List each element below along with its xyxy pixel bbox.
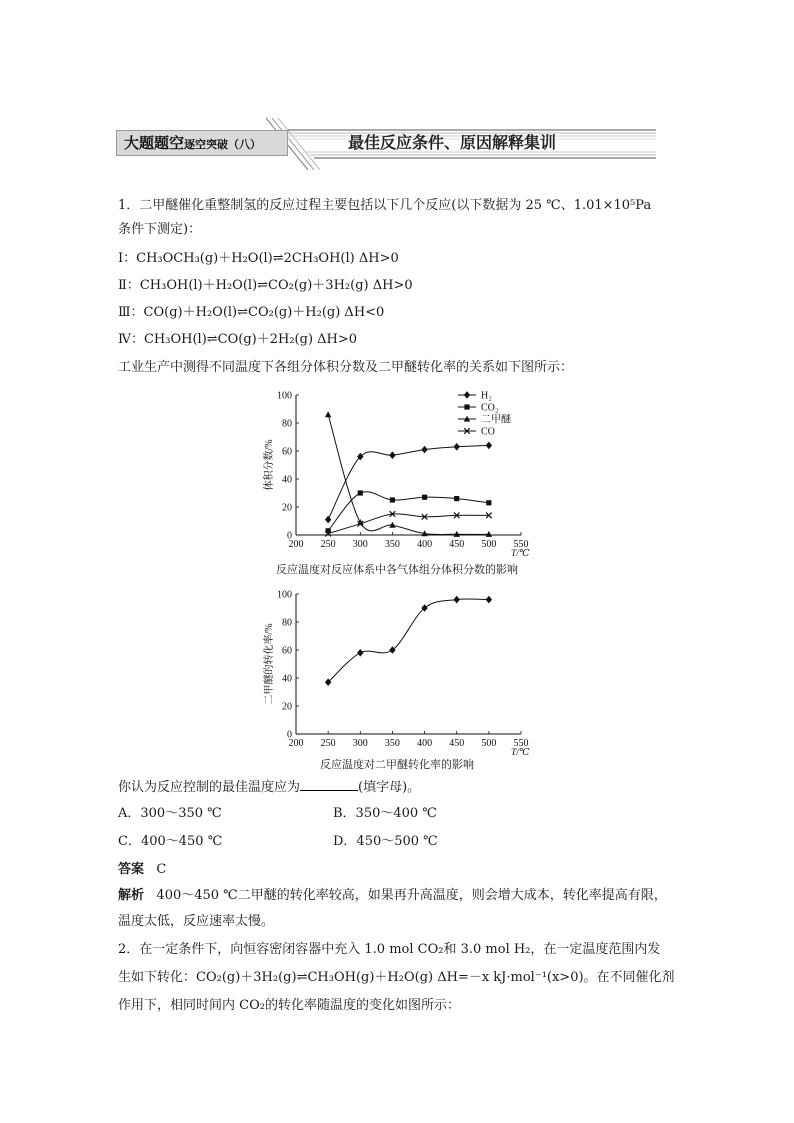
- chart1-series-line: [328, 514, 489, 534]
- answer-blank: [300, 776, 358, 791]
- chart2-y-tick-label: 80: [282, 617, 292, 629]
- chart2-x-tick-label: 400: [417, 738, 433, 749]
- q1-line-2: 条件下测定)：: [118, 222, 202, 237]
- analysis-label: 解析: [118, 888, 145, 903]
- chart2-data-point: [486, 596, 492, 604]
- reaction-3: Ⅲ：CO(g)＋H₂O(l)⇌CO₂(g)＋H₂(g) ΔH<0: [118, 305, 385, 320]
- chart1-data-point: [325, 516, 331, 524]
- chart2-y-tick-label: 40: [282, 673, 292, 685]
- chart2-data-point: [357, 649, 363, 657]
- chart1-legend-label: CO: [481, 426, 495, 438]
- chart1-legend-label: CO₂: [481, 402, 499, 414]
- chart2-x-tick-label: 250: [320, 738, 336, 749]
- option-b: B．350～400 ℃: [333, 806, 437, 821]
- analysis-text-1: 400～450 ℃二甲醚的转化率较高，如果再升高温度，则会增大成本，转化率提高有限，: [156, 888, 667, 903]
- chart1-x-tick-label: 350: [384, 539, 400, 550]
- chart2-x-tick-label: 300: [352, 738, 368, 749]
- chart2-series-line: [328, 599, 489, 682]
- chart1-x-tick-label: 300: [352, 539, 368, 550]
- question-text: 你认为反应控制的最佳温度应为: [118, 780, 301, 795]
- chart2-y-axis-label: 二甲醚的转化率/%: [264, 623, 275, 705]
- banner-subtitle: 逐空突破（八）: [184, 138, 262, 151]
- banner-title: [124, 132, 261, 153]
- chart1-data-point: [454, 496, 459, 501]
- question-hint: (填字母)。: [358, 780, 421, 795]
- chart1-x-tick-label: 550: [513, 539, 529, 550]
- option-c: C．400～450 ℃: [118, 834, 223, 849]
- chart2-caption: 反应温度对二甲醚转化率的影响: [320, 758, 474, 771]
- chart1-legend-label: 二甲醚: [481, 414, 511, 426]
- chart1-data-point: [422, 495, 427, 500]
- figure-intro: 工业生产中测得不同温度下各组分体积分数及二甲醚转化率的关系如下图所示：: [118, 360, 574, 375]
- chart2-x-tick-label: 450: [449, 738, 465, 749]
- banner-heading: 最佳反应条件、原因解释集训: [348, 133, 557, 152]
- chart1-legend-marker: [464, 391, 470, 399]
- chart1-x-tick-label: 200: [288, 539, 304, 550]
- chart1-data-point: [486, 500, 491, 505]
- chart1-x-tick-label: 500: [481, 539, 497, 550]
- chart1-data-point: [325, 411, 331, 417]
- chart1-x-tick-label: 250: [320, 539, 336, 550]
- analysis-line-1: [118, 886, 667, 906]
- q2-line-1: 2．在一定条件下，向恒容密闭容器中充入 1.0 mol CO₂和 3.0 mol H₂，在一定温度范围内发: [118, 942, 661, 957]
- chart1-caption: 反应温度对反应体系中各气体组分体积分数的影响: [276, 563, 518, 576]
- chart1-legend-label: H₂: [481, 390, 492, 402]
- chart1-y-tick-label: 80: [282, 418, 292, 430]
- chart2-x-tick-label: 550: [513, 738, 529, 749]
- chart1-y-axis-label: 体积分数/%: [264, 439, 275, 491]
- chart2-y-tick-label: 60: [282, 645, 292, 657]
- chart1-y-tick-label: 60: [282, 446, 292, 458]
- reaction-4: Ⅳ：CH₃OH(l)⇌CO(g)＋2H₂(g) ΔH>0: [118, 332, 358, 347]
- section-banner: [116, 118, 676, 170]
- chart2-y-tick-label: 20: [282, 701, 292, 713]
- answer-value: C: [156, 862, 167, 877]
- reaction-2: Ⅱ：CH₃OH(l)＋H₂O(l)⇌CO₂(g)＋3H₂(g) ΔH>0: [118, 278, 413, 293]
- analysis-line-2: 温度太低，反应速率太慢。: [118, 914, 275, 929]
- chart2-data-point: [454, 596, 460, 604]
- chart1-data-point: [486, 442, 492, 450]
- q1-question: [118, 776, 420, 798]
- chart2-y-tick-label: 100: [277, 589, 292, 601]
- chart2-y-tick-label: 0: [287, 729, 292, 741]
- q2-line-3: 作用下，相同时间内 CO₂的转化率随温度的变化如图所示：: [118, 998, 460, 1013]
- reaction-1: Ⅰ：CH₃OCH₃(g)＋H₂O(l)⇌2CH₃OH(l) ΔH>0: [118, 251, 399, 266]
- chart1-x-tick-label: 400: [417, 539, 433, 550]
- chart1-y-tick-label: 20: [282, 502, 292, 514]
- chart1-series-line: [328, 445, 489, 519]
- chart1-y-tick-label: 40: [282, 474, 292, 486]
- chart1-data-point: [454, 443, 460, 451]
- chart1-data-point: [390, 497, 395, 502]
- chart1-y-tick-label: 0: [287, 530, 292, 542]
- chart1-x-axis-label: T/℃: [511, 549, 530, 559]
- chart1-legend-marker: [464, 404, 469, 409]
- chart2-x-axis-label: T/℃: [511, 748, 530, 758]
- banner-title-text: 大题题空: [124, 134, 185, 152]
- q1-line-1: 1．二甲醚催化重整制氢的反应过程主要包括以下几个反应(以下数据为 25 ℃、1.01×10⁵Pa: [118, 198, 652, 213]
- answer-line: [118, 860, 166, 880]
- chart2-x-tick-label: 200: [288, 738, 304, 749]
- gas-fraction-chart: [0, 385, 794, 585]
- chart1-data-point: [389, 451, 395, 459]
- chart2-x-tick-label: 500: [481, 738, 497, 749]
- conversion-chart: [0, 585, 794, 760]
- chart1-data-point: [358, 490, 363, 495]
- option-a: A．300～350 ℃: [118, 806, 222, 821]
- chart1-series-line: [328, 492, 489, 531]
- answer-label: 答案: [118, 862, 145, 877]
- chart1-x-tick-label: 450: [449, 539, 465, 550]
- chart1-data-point: [421, 446, 427, 454]
- chart2-x-tick-label: 350: [384, 738, 400, 749]
- chart2-data-point: [389, 646, 395, 654]
- option-d: D．450～500 ℃: [333, 834, 438, 849]
- chart1-y-tick-label: 100: [277, 390, 292, 402]
- q2-line-2: 生如下转化：CO₂(g)＋3H₂(g)⇌CH₃OH(g)＋H₂O(g) ΔH=－x kJ·mol⁻¹(x>0)。在不同催化剂: [118, 970, 675, 985]
